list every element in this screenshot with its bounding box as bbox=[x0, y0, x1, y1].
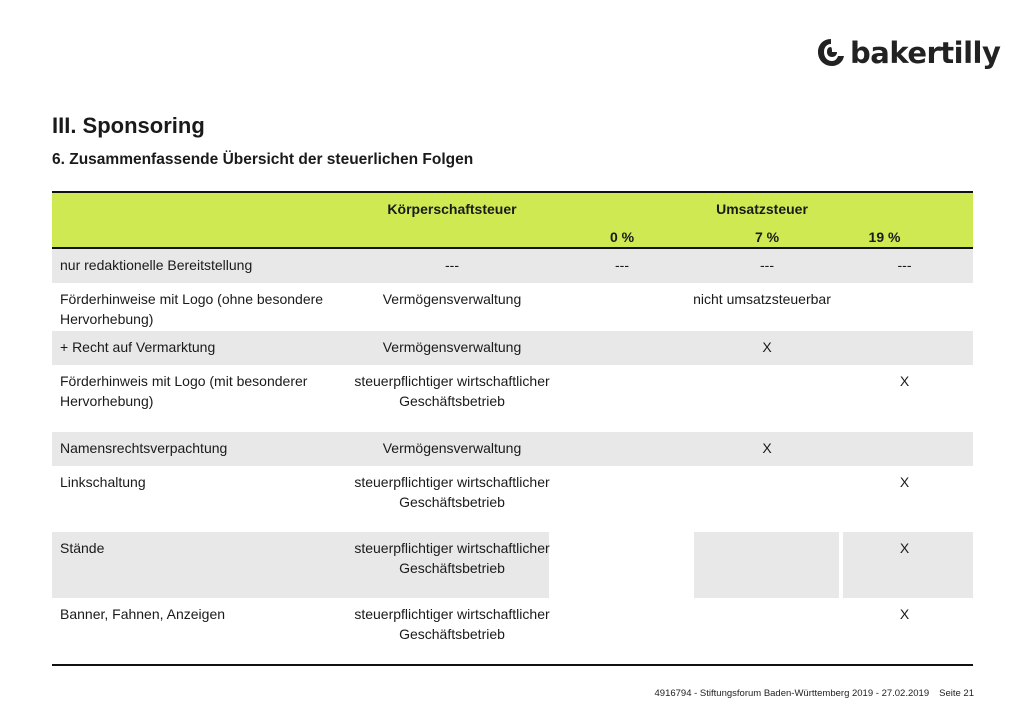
cell-ks: steuerpflichtiger wirtschaftlicher Geschäftsbetrieb bbox=[354, 540, 550, 576]
row-label: Banner, Fahnen, Anzeigen bbox=[60, 606, 226, 622]
table-row bbox=[52, 331, 973, 365]
page-title: III. Sponsoring bbox=[52, 113, 205, 138]
row-label: nur redaktionelle Bereitstellung bbox=[60, 257, 253, 273]
table-row bbox=[52, 432, 973, 466]
table-row bbox=[52, 466, 973, 532]
bakertilly-swirl-icon bbox=[816, 36, 846, 70]
cell-rate-0: --- bbox=[615, 257, 629, 273]
bakertilly-logo bbox=[816, 30, 1000, 76]
row-label: Namensrechtsverpachtung bbox=[60, 440, 228, 456]
cell-rate-19: --- bbox=[897, 257, 912, 273]
table-header bbox=[52, 193, 973, 249]
table-row bbox=[52, 598, 973, 664]
table-row bbox=[52, 249, 973, 283]
tax-overview-table bbox=[52, 191, 973, 666]
header-koerperschaftsteuer: Körperschaftsteuer bbox=[387, 201, 517, 217]
cell-ks: Vermögensverwaltung bbox=[382, 440, 522, 456]
row-label: Förderhinweis mit Logo (mit besonderer Hervorhebung) bbox=[60, 373, 308, 409]
cell-ks: Vermögensverwaltung bbox=[382, 339, 522, 355]
row-label: Linkschaltung bbox=[60, 474, 146, 490]
row-label: Förderhinweise mit Logo (ohne besondere Hervorhebung) bbox=[60, 291, 324, 327]
row-label: + Recht auf Vermarktung bbox=[60, 339, 216, 355]
page-footer bbox=[655, 688, 975, 699]
table-row bbox=[52, 365, 973, 432]
row-label: Stände bbox=[60, 540, 105, 556]
cell-rate-19: X bbox=[899, 474, 910, 490]
table-row bbox=[52, 283, 973, 331]
cell-ks: Vermögensverwaltung bbox=[382, 291, 522, 307]
table-row bbox=[52, 532, 973, 598]
cell-rate-19: X bbox=[899, 373, 910, 389]
cell-divider bbox=[549, 532, 694, 598]
cell-rate-7: X bbox=[762, 440, 772, 456]
footer-info: 4916794 - Stiftungsforum Baden-Württemberg 2019 - 27.02.2019 bbox=[654, 688, 930, 699]
footer-page-number: Seite 21 bbox=[939, 688, 974, 699]
header-rate-7: 7 % bbox=[754, 229, 780, 245]
cell-rate-7: --- bbox=[760, 257, 774, 273]
cell-rate-7: X bbox=[762, 339, 772, 355]
logo-wordmark: bakertilly bbox=[850, 36, 1001, 70]
header-rate-0: 0 % bbox=[609, 229, 635, 245]
cell-rate-19: X bbox=[899, 606, 910, 622]
cell-ks: steuerpflichtiger wirtschaftlicher Geschäftsbetrieb bbox=[354, 474, 550, 510]
cell-ks: steuerpflichtiger wirtschaftlicher Geschäftsbetrieb bbox=[354, 606, 550, 642]
page-subtitle: 6. Zusammenfassende Übersicht der steuerlichen Folgen bbox=[52, 151, 474, 168]
cell-ks: steuerpflichtiger wirtschaftlicher Geschäftsbetrieb bbox=[354, 373, 550, 409]
cell-umsatzsteuer-span: nicht umsatzsteuerbar bbox=[693, 291, 831, 307]
header-umsatzsteuer: Umsatzsteuer bbox=[716, 201, 808, 217]
cell-ks: --- bbox=[445, 257, 459, 273]
header-rate-19: 19 % bbox=[868, 229, 901, 245]
cell-rate-19: X bbox=[899, 540, 910, 556]
